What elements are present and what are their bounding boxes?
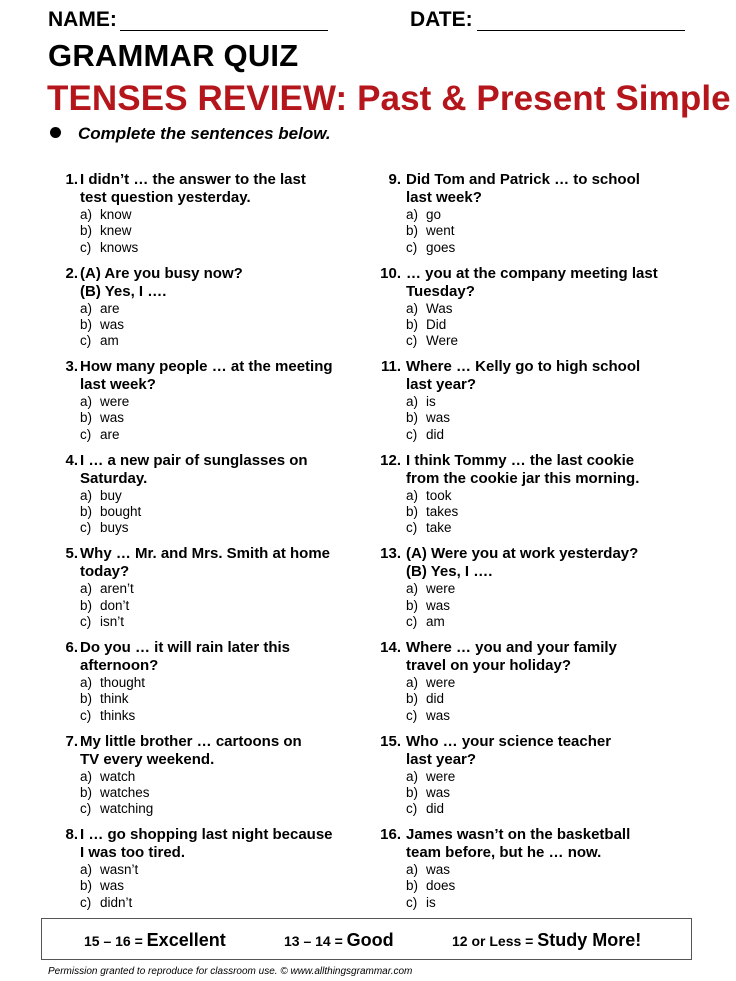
answer-option bbox=[406, 488, 696, 504]
option-letter: c) bbox=[80, 801, 92, 817]
option-letter: c) bbox=[406, 801, 418, 817]
answer-option bbox=[80, 207, 360, 223]
question-text-line: Where … you and your family bbox=[406, 638, 617, 656]
answer-options bbox=[406, 769, 696, 818]
option-text: aren’t bbox=[100, 581, 134, 597]
date-label: DATE: bbox=[410, 8, 473, 31]
question-number: 4. bbox=[65, 451, 78, 469]
footer-permission: Permission granted to reproduce for classroom use. © www.allthingsgrammar.com bbox=[48, 966, 413, 977]
option-text: watches bbox=[100, 784, 150, 800]
question-text-line: today? bbox=[80, 563, 130, 581]
answer-option bbox=[80, 488, 360, 504]
option-letter: b) bbox=[80, 316, 93, 332]
option-text: am bbox=[100, 333, 119, 349]
answer-option bbox=[406, 614, 696, 630]
option-letter: b) bbox=[80, 223, 93, 239]
option-letter: b) bbox=[80, 878, 93, 894]
question-item bbox=[52, 826, 352, 920]
answer-option bbox=[80, 410, 360, 426]
question-number: 8. bbox=[65, 826, 78, 844]
question-text-line: last week? bbox=[406, 189, 482, 206]
answer-option bbox=[80, 504, 360, 520]
answer-options bbox=[406, 675, 696, 724]
question-body bbox=[80, 639, 360, 724]
answer-option bbox=[80, 801, 360, 817]
answer-options bbox=[406, 488, 696, 537]
question-text-line: Who … your science teacher bbox=[406, 732, 612, 750]
option-letter: a) bbox=[80, 581, 93, 597]
option-letter: c) bbox=[80, 707, 92, 723]
option-text: were bbox=[426, 581, 456, 597]
option-letter: b) bbox=[80, 691, 93, 707]
name-label: NAME: bbox=[48, 8, 117, 31]
option-letter: a) bbox=[406, 862, 419, 878]
question-text-line: TV every weekend. bbox=[80, 750, 215, 768]
answer-option bbox=[80, 675, 360, 691]
answer-option bbox=[80, 614, 360, 630]
question-number: 11. bbox=[380, 358, 401, 376]
question-text-line: Saturday. bbox=[80, 469, 148, 487]
option-text: wasn’t bbox=[100, 862, 139, 878]
question-number: 9. bbox=[388, 171, 401, 188]
question-item bbox=[52, 733, 352, 827]
score-range: 13 – 14 = bbox=[284, 933, 343, 949]
answer-options bbox=[80, 488, 360, 537]
answer-option bbox=[80, 301, 360, 317]
option-text: thinks bbox=[100, 707, 136, 723]
option-text: don’t bbox=[100, 597, 130, 613]
answer-option bbox=[406, 223, 696, 239]
option-letter: c) bbox=[80, 239, 92, 255]
option-text: didn’t bbox=[100, 894, 133, 910]
option-text: is bbox=[426, 894, 436, 910]
question-body bbox=[406, 358, 696, 443]
option-letter: a) bbox=[80, 487, 93, 503]
question-text-line: (A) Were you at work yesterday? bbox=[406, 545, 639, 563]
option-text: went bbox=[426, 223, 455, 239]
option-letter: c) bbox=[406, 239, 418, 255]
answer-options bbox=[80, 301, 360, 350]
question-number: 14. bbox=[380, 638, 401, 656]
option-letter: c) bbox=[80, 894, 92, 910]
option-letter: c) bbox=[80, 333, 92, 349]
question-body bbox=[80, 452, 360, 537]
question-text-line: team before, but he … now. bbox=[406, 844, 602, 862]
score-label: Good bbox=[346, 930, 394, 950]
option-letter: a) bbox=[80, 768, 93, 784]
question-text-line: Do you … it will rain later this bbox=[80, 638, 291, 656]
option-text: knew bbox=[100, 223, 132, 239]
option-text: goes bbox=[426, 239, 456, 255]
option-text: were bbox=[426, 674, 456, 690]
answer-option bbox=[406, 785, 696, 801]
option-letter: b) bbox=[406, 691, 419, 707]
score-range: 15 – 16 = bbox=[84, 933, 143, 949]
answer-option bbox=[80, 785, 360, 801]
option-text: bought bbox=[100, 504, 142, 520]
option-letter: b) bbox=[80, 410, 93, 426]
question-text-line: Tuesday? bbox=[406, 282, 475, 300]
answer-option bbox=[406, 862, 696, 878]
option-letter: a) bbox=[80, 207, 93, 222]
option-text: was bbox=[100, 316, 125, 332]
option-text: did bbox=[426, 801, 445, 817]
option-letter: a) bbox=[406, 300, 419, 316]
option-letter: b) bbox=[406, 316, 419, 332]
option-text: was bbox=[426, 597, 451, 613]
option-letter: a) bbox=[80, 394, 93, 410]
answer-option bbox=[80, 598, 360, 614]
option-text: were bbox=[100, 394, 130, 410]
question-item bbox=[372, 826, 672, 920]
option-text: Did bbox=[426, 316, 447, 332]
option-letter: c) bbox=[406, 613, 418, 629]
answer-option bbox=[406, 691, 696, 707]
option-text: were bbox=[426, 768, 456, 784]
answer-options bbox=[80, 862, 360, 911]
question-text-line: last week? bbox=[80, 376, 156, 394]
answer-option bbox=[406, 895, 696, 911]
question-number: 15. bbox=[380, 732, 401, 750]
question-item bbox=[372, 639, 672, 733]
question-text-line: I think Tommy … the last cookie bbox=[406, 451, 635, 469]
option-text: was bbox=[100, 878, 125, 894]
question-text-line: How many people … at the meeting bbox=[80, 358, 333, 376]
option-letter: a) bbox=[406, 487, 419, 503]
option-text: does bbox=[426, 878, 456, 894]
option-text: are bbox=[100, 426, 120, 442]
option-letter: c) bbox=[406, 707, 418, 723]
option-text: isn’t bbox=[100, 613, 125, 629]
score-excellent bbox=[84, 930, 226, 951]
answer-option bbox=[406, 769, 696, 785]
option-text: was bbox=[100, 410, 125, 426]
option-text: was bbox=[426, 410, 451, 426]
option-letter: a) bbox=[80, 674, 93, 690]
option-letter: a) bbox=[406, 768, 419, 784]
answer-option bbox=[406, 878, 696, 894]
answer-options bbox=[406, 862, 696, 911]
question-text-line: last year? bbox=[406, 376, 477, 394]
option-text: know bbox=[100, 207, 132, 222]
option-text: watching bbox=[100, 801, 154, 817]
question-text-line: I … go shopping last night because bbox=[80, 826, 333, 844]
option-letter: a) bbox=[406, 581, 419, 597]
question-body bbox=[406, 545, 696, 630]
question-number: 2. bbox=[65, 264, 78, 282]
answer-options bbox=[80, 581, 360, 630]
question-item bbox=[52, 452, 352, 546]
question-number: 3. bbox=[65, 358, 78, 376]
score-label: Study More! bbox=[537, 930, 642, 950]
question-text-line: I didn’t … the answer to the last bbox=[80, 171, 306, 188]
answer-option bbox=[406, 410, 696, 426]
score-range: 12 or Less = bbox=[452, 933, 534, 949]
questions-right-column bbox=[372, 171, 672, 920]
answer-options bbox=[406, 581, 696, 630]
question-text-line: I was too tired. bbox=[80, 844, 186, 862]
option-letter: c) bbox=[406, 426, 418, 442]
option-text: think bbox=[100, 691, 129, 707]
question-body bbox=[406, 733, 696, 818]
question-body bbox=[406, 826, 696, 911]
question-item bbox=[52, 639, 352, 733]
question-item bbox=[52, 545, 352, 639]
question-number: 7. bbox=[65, 732, 78, 750]
option-text: buys bbox=[100, 520, 129, 536]
question-body bbox=[80, 545, 360, 630]
option-letter: a) bbox=[80, 862, 93, 878]
score-label: Excellent bbox=[146, 930, 226, 950]
question-number: 6. bbox=[65, 638, 78, 656]
question-text-line: Did Tom and Patrick … to school bbox=[406, 171, 640, 188]
answer-option bbox=[80, 581, 360, 597]
answer-options bbox=[80, 675, 360, 724]
option-text: Were bbox=[426, 333, 459, 349]
answer-option bbox=[80, 708, 360, 724]
answer-options bbox=[406, 207, 696, 256]
question-text-line: … you at the company meeting last bbox=[406, 264, 658, 282]
answer-option bbox=[80, 394, 360, 410]
option-text: buy bbox=[100, 487, 122, 503]
question-body bbox=[406, 452, 696, 537]
answer-option bbox=[80, 223, 360, 239]
option-letter: b) bbox=[80, 504, 93, 520]
answer-option bbox=[80, 878, 360, 894]
score-key-box bbox=[41, 918, 692, 960]
option-letter: c) bbox=[80, 426, 92, 442]
question-item bbox=[372, 171, 672, 265]
option-text: go bbox=[426, 207, 442, 222]
question-text-line: My little brother … cartoons on bbox=[80, 732, 302, 750]
bullet-icon bbox=[50, 127, 61, 138]
answer-option bbox=[406, 427, 696, 443]
option-text: did bbox=[426, 691, 445, 707]
option-letter: a) bbox=[80, 300, 93, 316]
question-text-line: Why … Mr. and Mrs. Smith at home bbox=[80, 545, 331, 563]
instruction-text: Complete the sentences below. bbox=[78, 124, 331, 143]
question-text-line: I … a new pair of sunglasses on bbox=[80, 451, 308, 469]
question-item bbox=[372, 265, 672, 359]
answer-option bbox=[406, 333, 696, 349]
answer-option bbox=[80, 520, 360, 536]
answer-option bbox=[406, 394, 696, 410]
answer-option bbox=[80, 862, 360, 878]
option-text: knows bbox=[100, 239, 139, 255]
answer-option bbox=[80, 240, 360, 256]
question-item bbox=[372, 545, 672, 639]
question-item bbox=[52, 358, 352, 452]
option-text: watch bbox=[100, 768, 136, 784]
question-number: 10. bbox=[380, 264, 401, 282]
option-text: are bbox=[100, 300, 120, 316]
option-letter: b) bbox=[406, 504, 419, 520]
answer-options bbox=[80, 769, 360, 818]
answer-option bbox=[406, 598, 696, 614]
question-body bbox=[406, 639, 696, 724]
answer-options bbox=[406, 394, 696, 443]
option-letter: c) bbox=[406, 333, 418, 349]
answer-option bbox=[80, 427, 360, 443]
option-text: was bbox=[426, 784, 451, 800]
option-letter: a) bbox=[406, 207, 419, 222]
option-text: was bbox=[426, 862, 451, 878]
option-text: take bbox=[426, 520, 452, 536]
question-number: 16. bbox=[380, 826, 401, 844]
questions-left-column bbox=[52, 171, 352, 920]
page-subtitle: TENSES REVIEW: Past & Present Simple bbox=[47, 79, 731, 118]
question-text-line: James wasn’t on the basketball bbox=[406, 826, 631, 844]
page-title: GRAMMAR QUIZ bbox=[48, 38, 299, 73]
option-letter: b) bbox=[406, 878, 419, 894]
question-number: 12. bbox=[380, 451, 401, 469]
option-text: Was bbox=[426, 300, 453, 316]
question-text-line: (B) Yes, I …. bbox=[406, 563, 493, 581]
question-text-line: test question yesterday. bbox=[80, 189, 251, 206]
option-letter: a) bbox=[406, 674, 419, 690]
answer-option bbox=[406, 581, 696, 597]
question-text-line: from the cookie jar this morning. bbox=[406, 469, 640, 487]
answer-option bbox=[80, 333, 360, 349]
answer-option bbox=[406, 240, 696, 256]
answer-options bbox=[406, 301, 696, 350]
question-body bbox=[80, 733, 360, 818]
question-item bbox=[372, 452, 672, 546]
answer-option bbox=[406, 801, 696, 817]
option-letter: b) bbox=[406, 223, 419, 239]
answer-option bbox=[80, 691, 360, 707]
score-good bbox=[284, 930, 394, 951]
answer-option bbox=[80, 895, 360, 911]
option-text: took bbox=[426, 487, 452, 503]
question-item bbox=[372, 358, 672, 452]
question-body bbox=[80, 265, 360, 350]
question-text-line: afternoon? bbox=[80, 656, 159, 674]
date-blank-line bbox=[477, 30, 685, 31]
question-body bbox=[80, 358, 360, 443]
answer-options bbox=[80, 207, 360, 256]
option-letter: b) bbox=[406, 784, 419, 800]
answer-option bbox=[406, 708, 696, 724]
question-number: 1. bbox=[65, 171, 78, 188]
header-line bbox=[48, 6, 688, 36]
question-body bbox=[406, 265, 696, 350]
question-text-line: last year? bbox=[406, 750, 477, 768]
answer-option bbox=[406, 301, 696, 317]
question-text-line: (B) Yes, I …. bbox=[80, 282, 167, 300]
question-body bbox=[80, 171, 360, 256]
answer-option bbox=[80, 769, 360, 785]
option-text: am bbox=[426, 613, 445, 629]
answer-options bbox=[80, 394, 360, 443]
option-text: was bbox=[426, 707, 451, 723]
answer-option bbox=[406, 504, 696, 520]
question-text-line: Where … Kelly go to high school bbox=[406, 358, 641, 376]
question-body bbox=[80, 826, 360, 911]
option-letter: b) bbox=[80, 784, 93, 800]
answer-option bbox=[406, 520, 696, 536]
option-letter: b) bbox=[406, 597, 419, 613]
name-blank-line bbox=[120, 30, 328, 31]
option-letter: c) bbox=[406, 894, 418, 910]
option-letter: c) bbox=[406, 520, 418, 536]
instruction bbox=[50, 124, 331, 144]
question-item bbox=[52, 265, 352, 359]
option-text: takes bbox=[426, 504, 459, 520]
question-item bbox=[372, 733, 672, 827]
option-text: did bbox=[426, 426, 445, 442]
question-number: 13. bbox=[380, 545, 401, 563]
answer-option bbox=[406, 317, 696, 333]
answer-option bbox=[406, 675, 696, 691]
question-text-line: travel on your holiday? bbox=[406, 656, 572, 674]
option-text: is bbox=[426, 394, 436, 410]
answer-option bbox=[406, 207, 696, 223]
question-item bbox=[52, 171, 352, 265]
question-number: 5. bbox=[65, 545, 78, 563]
option-letter: b) bbox=[80, 597, 93, 613]
option-letter: c) bbox=[80, 520, 92, 536]
option-letter: a) bbox=[406, 394, 419, 410]
question-body bbox=[406, 171, 696, 256]
answer-option bbox=[80, 317, 360, 333]
question-text-line: (A) Are you busy now? bbox=[80, 264, 243, 282]
score-study-more bbox=[452, 930, 641, 951]
option-letter: c) bbox=[80, 613, 92, 629]
option-letter: b) bbox=[406, 410, 419, 426]
option-text: thought bbox=[100, 674, 146, 690]
